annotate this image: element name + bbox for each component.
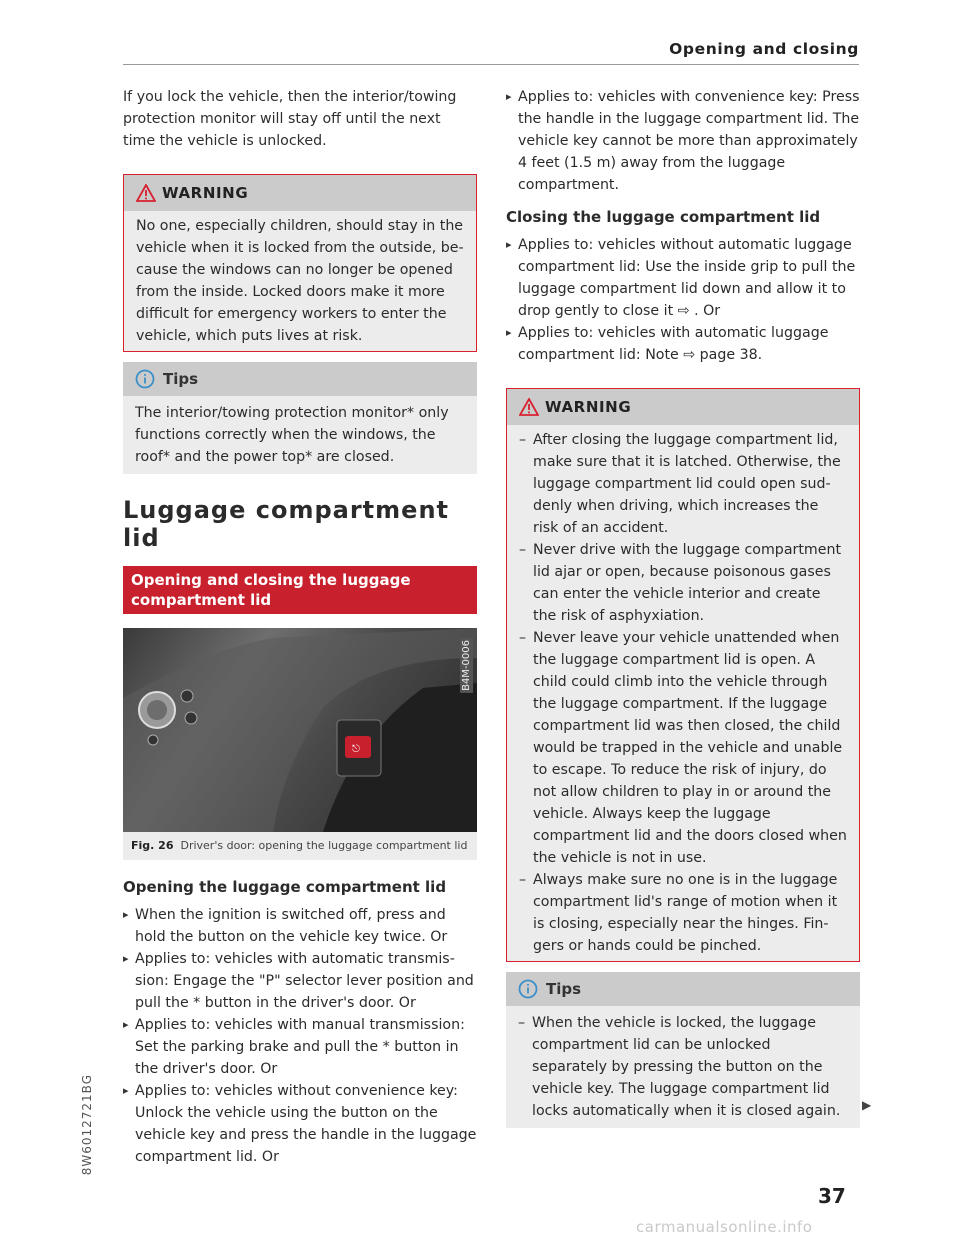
intro-paragraph: If you lock the vehicle, then the interior/towing protection monitor will stay off until the next time the vehicle is unlocked. [123, 89, 457, 149]
warning-triangle-icon [136, 184, 156, 202]
page-header-title: Opening and closing [669, 40, 859, 58]
svg-text:⎋: ⎋ [352, 744, 360, 755]
tips-text: The interior/towing protection monitor* only functions correctly when the windows, the roof* and the power top* are closed. [135, 405, 449, 465]
subheading-closing: Closing the luggage compartment lid [506, 208, 821, 226]
tips-label: Tips [163, 370, 199, 388]
door-panel-illustration [123, 628, 477, 832]
subsection-banner: Opening and closing the luggage compartment lid [123, 566, 477, 614]
door-figure-image [123, 628, 477, 832]
warning-box-2 [506, 388, 860, 962]
list-item: ▸ Applies to: vehicles with automatic luggage compartment lid: Note ⇨ page 38. [506, 322, 860, 366]
tips-label: Tips [546, 980, 582, 998]
info-circle-icon [135, 369, 155, 389]
list-item: – Never drive with the luggage compartment lid ajar or open, because poisonous gases can enter the vehicle interior and create the risk of asphyxiation. [519, 539, 847, 627]
document-code: 8W6012721BG [80, 1074, 94, 1176]
right-column [506, 86, 860, 1128]
figure-caption-text: Driver's door: opening the luggage compartment lid [180, 839, 468, 852]
list-item: ▸ Applies to: vehicles with manual transmission: Set the parking brake and pull the * button in the driver's door. Or [123, 1014, 477, 1080]
warning-label: WARNING [545, 398, 632, 416]
list-item: ▸ Applies to: vehicles without convenience key: Unlock the vehicle using the button on the vehicle key and press the handle in the luggage compartment lid. Or [123, 1080, 477, 1168]
warning-list [519, 429, 847, 957]
list-item: – After closing the luggage compartment lid, make sure that it is latched. Otherwise, the luggage compartment lid could open suddenly when driving, which increases the risk of an accident. [519, 429, 847, 539]
section-heading: Luggage compartment lid [123, 496, 449, 552]
figure-number: Fig. 26 [131, 839, 174, 852]
closing-steps-list [506, 234, 860, 366]
list-item: ▸ When the ignition is switched off, press and hold the button on the vehicle key twice. Or [123, 904, 477, 948]
tips-box-1 [123, 362, 477, 474]
warning-text: No one, especially children, should stay in the vehicle when it is locked from the outside, because the windows can no longer be opened from the inside. Locked doors make it more difficult for emergency workers to enter the vehicle, which puts lives at risk. [136, 218, 464, 344]
list-item: ▸ Applies to: vehicles with automatic transmission: Engage the "P" selector lever position and pull the * button in the driver's door. Or [123, 948, 477, 1014]
list-item: ▸ Applies to: vehicles without automatic luggage compartment lid: Use the inside grip to pull the luggage compartment lid down and allow it to drop gently to close it ⇨ . Or [506, 234, 860, 322]
list-item: ▸ Applies to: vehicles with convenience key: Press the handle in the luggage compartment lid. The vehicle key cannot be more than approximately 4 feet (1.5 m) away from the luggage compartment. [506, 86, 860, 196]
info-circle-icon [518, 979, 538, 999]
opening-steps-list [123, 904, 477, 1168]
convenience-key-list [506, 86, 860, 196]
list-item: – Always make sure no one is in the luggage compartment lid's range of motion when it is closing, especially near the hinges. Fingers or hands could be pinched. [519, 869, 847, 957]
page-number: 37 [818, 1184, 846, 1208]
header-rule [123, 64, 859, 65]
continue-arrow-icon: ▶ [862, 1098, 872, 1112]
warning-label: WARNING [162, 184, 249, 202]
list-item: – Never leave your vehicle unattended when the luggage compartment lid is open. A child could climb into the vehicle through the luggage compartment. If the luggage compartment lid was then closed, the child would be trapped in the vehicle and unable to escape. To reduce the risk of injury, do not allow children to play in or around the vehicle. Always keep the luggage compartment lid and the doors closed when the vehicle is not in use. [519, 627, 847, 869]
warning-box-1 [123, 174, 477, 352]
watermark: carmanualsonline.info [636, 1218, 813, 1236]
figure-caption [123, 832, 477, 860]
tips-box-2 [506, 972, 860, 1128]
tips-list [518, 1012, 848, 1122]
left-column [123, 86, 477, 1168]
warning-triangle-icon [519, 398, 539, 416]
subheading-opening: Opening the luggage compartment lid [123, 878, 447, 896]
figure-code: B4M-0006 [461, 640, 472, 691]
list-item: – When the vehicle is locked, the luggage compartment lid can be unlocked separately by pressing the button on the vehicle key. The luggage compartment lid locks automatically when it is closed again. [518, 1012, 848, 1122]
